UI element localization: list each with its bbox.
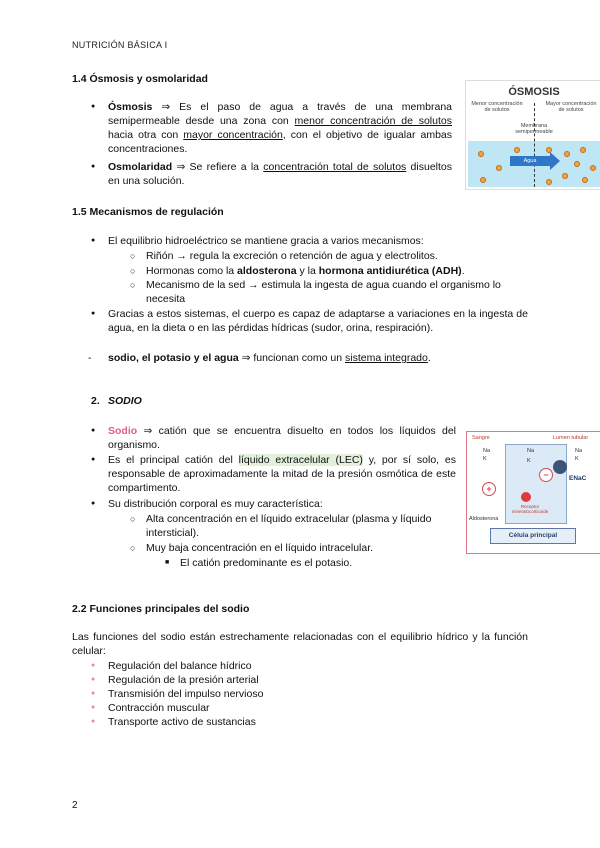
label-aldosterona: Aldosterona <box>469 516 499 522</box>
term-adh: hormona antidiurética (ADH) <box>318 265 462 277</box>
water-flow-arrow: Agua <box>510 156 550 166</box>
section-title-funciones: 2.2 Funciones principales del sodio <box>72 603 250 615</box>
low-concentration-label: Menor concentración de solutos <box>471 101 523 113</box>
bullet-sodio-def <box>108 424 456 452</box>
sub-sed: ○ Mecanismo de la sed → estimula la ingesta de agua cuando el organismo lo necesita <box>146 278 528 306</box>
list-item: ● Contracción muscular <box>108 701 508 715</box>
solute-dot <box>480 177 486 183</box>
label-enac: ENaC <box>569 475 587 482</box>
line-sistema-integrado <box>108 351 528 365</box>
text: ⇒ catión que se encuentra disuelto en todos los líquidos del organismo. <box>108 425 456 451</box>
underlined-text: concentración total de solutos <box>263 161 407 173</box>
subsub-potasio: ■ El catión predominante es el potasio. <box>180 556 456 570</box>
celula-principal-label: Célula principal <box>490 528 576 544</box>
underlined-text: menor concentración de solutos <box>294 115 452 127</box>
sub-baja-concentracion: ○ Muy baja concentración en el líquido intracelular. <box>146 541 456 555</box>
list-item: ● Regulación del balance hídrico <box>108 659 508 673</box>
term-aldosterona: aldosterona <box>237 265 297 277</box>
solute-dot <box>580 147 586 153</box>
solute-dot <box>582 177 588 183</box>
text: Es el paso de agua a través de una membrana semipermeable desde una zona con <box>108 101 452 127</box>
label-lumen: Lumen tubular <box>553 435 589 441</box>
term-osmosis: Ósmosis <box>108 101 153 113</box>
high-concentration-label: Mayor concentración de solutos <box>545 101 597 113</box>
term-osmolaridad: Osmolaridad <box>108 161 173 173</box>
text: Es el principal catión del <box>108 454 239 466</box>
list-item: ● Transmisión del impulso nervioso <box>108 687 508 701</box>
arrow-symbol: ⇒ <box>152 101 180 113</box>
bullet-osmolaridad <box>108 160 452 188</box>
text: y, por sí solo, es responsable de aproximadamente la mitad de la presión osmótica de este compartimento. <box>108 454 456 494</box>
osmosis-figure-title: ÓSMOSIS <box>508 86 560 98</box>
page-number: 2 <box>72 800 78 811</box>
bold-text: sodio, el potasio y el agua <box>108 352 239 364</box>
bullet-osmosis <box>108 100 452 156</box>
label-receptor: Receptor mineralocorticoide <box>511 504 549 514</box>
sub-hormonas <box>146 264 528 278</box>
bullet-cation-lec <box>108 453 456 495</box>
sub-alta-concentracion: ○ Alta concentración en el líquido extracelular (plasma y líquido intersticial). <box>146 512 456 540</box>
solute-dot <box>562 173 568 179</box>
membrane-label: Membrana semipermeable <box>515 123 553 135</box>
text: y la <box>296 265 319 277</box>
arrow-symbol: ⇒ <box>172 161 190 173</box>
solute-dot <box>496 165 502 171</box>
solute-dot <box>574 161 580 167</box>
paragraph-funciones-intro: Las funciones del sodio están estrechamente relacionadas con el equilibrio hídrico y la función celular: <box>72 631 528 657</box>
section-title-regulacion: 1.5 Mecanismos de regulación <box>72 206 224 218</box>
label-na: Na <box>527 448 535 454</box>
list-item: ● Transporte activo de sustancias <box>108 715 508 729</box>
text: Se refiere a la <box>189 161 264 173</box>
underlined-text: mayor concentración <box>183 129 283 141</box>
solute-dot <box>478 151 484 157</box>
section-title-osmosis: 1.4 Ósmosis y osmolaridad <box>72 73 208 85</box>
bullet-adaptacion: ● Gracias a estos sistemas, el cuerpo es capaz de adaptarse a variaciones en la ingesta de agua, en la dieta o en las pérdidas hídricas (sudor, orina, respiración). <box>108 307 528 335</box>
plus-icon: + <box>482 482 496 496</box>
text: , con el objetivo de igualar ambas concentraciones. <box>108 129 452 155</box>
text: hacia otra con <box>108 129 184 141</box>
membrane-line <box>534 103 535 187</box>
text: ⇒ funcionan como un <box>238 352 345 364</box>
solute-dot <box>514 147 520 153</box>
bullet-equilibrio: ● El equilibrio hidroeléctrico se mantiene gracia a varios mecanismos: <box>108 234 528 248</box>
sub-rinon: ○ Riñón → regula la excreción o retención de agua y electrolitos. <box>146 249 528 263</box>
page-header: NUTRICIÓN BÁSICA I <box>72 40 168 50</box>
label-na: Na <box>575 448 583 454</box>
solute-dot <box>564 151 570 157</box>
principal-cell-figure <box>466 431 600 554</box>
receptor-icon <box>521 492 531 502</box>
list-item: ● Regulación de la presión arterial <box>108 673 508 687</box>
text: disueltos en una solución. <box>108 161 452 187</box>
enac-channel-icon <box>553 460 567 474</box>
text: Hormonas como la <box>146 265 238 277</box>
text: . <box>461 265 465 277</box>
arrow-head <box>550 152 560 170</box>
osmosis-figure <box>465 80 600 190</box>
highlighted-text: líquido extracelular (LEC) <box>238 454 363 466</box>
label-na: Na <box>483 448 491 454</box>
bullet-distribucion: ● Su distribución corporal es muy característica: <box>108 497 456 511</box>
label-k: K <box>527 458 531 464</box>
label-sangre: Sangre <box>472 435 490 441</box>
text: . <box>427 352 431 364</box>
solute-dot <box>590 165 596 171</box>
solute-dot <box>546 179 552 185</box>
term-sodio: Sodio <box>108 425 138 437</box>
dash-mark: - <box>88 352 92 364</box>
underlined-text: sistema integrado <box>344 352 428 364</box>
section-title-sodio: SODIO <box>108 395 142 407</box>
minus-icon: − <box>539 468 553 482</box>
section-number-sodio: 2. <box>91 395 100 407</box>
label-k: K <box>483 456 487 462</box>
label-k: K <box>575 456 579 462</box>
